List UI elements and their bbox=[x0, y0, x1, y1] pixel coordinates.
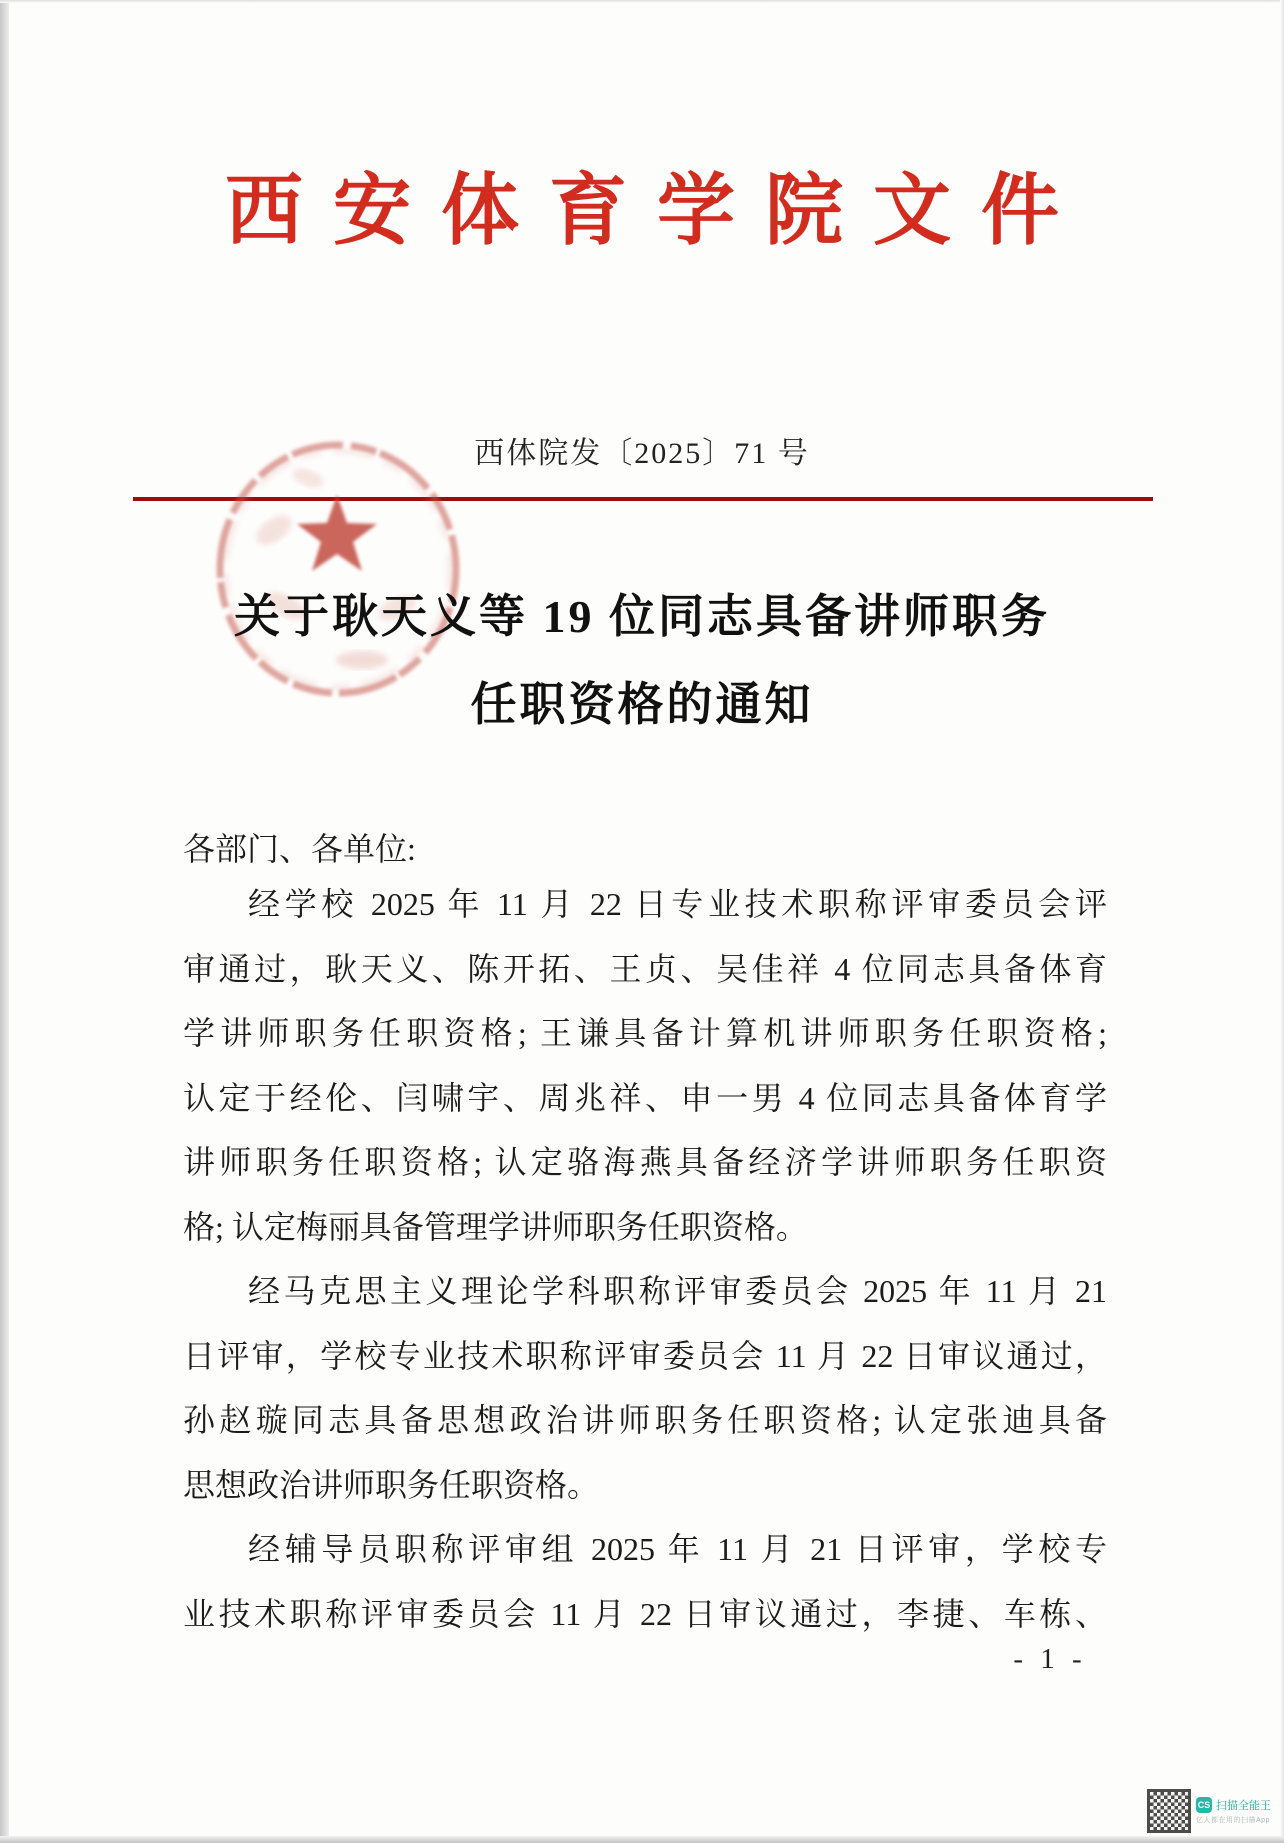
body-line: 格; 认定梅丽具备管理学讲师职务任职资格。 bbox=[183, 1208, 808, 1245]
salutation: 各部门、各单位: bbox=[183, 831, 416, 867]
page-number: - 1 - bbox=[1013, 1643, 1087, 1675]
qr-code-icon bbox=[1147, 1789, 1191, 1833]
body-line: 经辅导员职称评审组 2025 年 11 月 21 日评审，学校专 bbox=[248, 1531, 1107, 1567]
letterhead-title: 西安体育学院文件 bbox=[224, 167, 1089, 254]
scan-edge-top bbox=[0, 0, 1284, 3]
notice-title-line1: 关于耿天义等 19 位同志具备讲师职务 bbox=[234, 591, 1050, 642]
body-line: 经学校 2025 年 11 月 22 日专业技术职称评审委员会评 bbox=[248, 886, 1107, 922]
body-line: 日评审，学校专业技术职称评审委员会 11 月 22 日审议通过， bbox=[183, 1337, 1107, 1374]
camscanner-app-icon: CS bbox=[1196, 1797, 1212, 1813]
scanner-app-tagline: 亿人都在用的扫描App bbox=[1196, 1817, 1270, 1824]
body-line: 学讲师职务任职资格; 王谦具备计算机讲师职务任职资格; bbox=[183, 1015, 1107, 1051]
scanner-watermark bbox=[1147, 1789, 1271, 1833]
scan-edge-left bbox=[0, 0, 9, 1843]
body-line: 经马克思主义理论学科职称评审委员会 2025 年 11 月 21 bbox=[248, 1273, 1107, 1309]
scan-edge-bottom bbox=[0, 1836, 1284, 1843]
notice-title-line2: 任职资格的通知 bbox=[470, 679, 814, 730]
scanner-app-name: 扫描全能王 bbox=[1216, 1800, 1271, 1812]
document-number: 西体院发〔2025〕71 号 bbox=[474, 437, 810, 470]
body-line: 业技术职称评审委员会 11 月 22 日审议通过，李捷、车栋、 bbox=[183, 1595, 1107, 1632]
body-line: 孙赵璇同志具备思想政治讲师职务任职资格; 认定张迪具备 bbox=[183, 1402, 1107, 1438]
scan-edge-right bbox=[1280, 0, 1284, 1843]
official-seal-stamp-icon bbox=[212, 438, 464, 700]
notice-body bbox=[183, 872, 1107, 1646]
body-line: 认定于经伦、闫啸宇、周兆祥、申一男 4 位同志具备体育学 bbox=[183, 1079, 1107, 1116]
body-line: 审通过，耿天义、陈开拓、王贞、吴佳祥 4 位同志具备体育 bbox=[183, 950, 1107, 987]
body-line: 讲师职务任职资格; 认定骆海燕具备经济学讲师职务任职资 bbox=[183, 1144, 1107, 1180]
body-line: 思想政治讲师职务任职资格。 bbox=[183, 1466, 600, 1503]
red-divider-line bbox=[133, 497, 1153, 501]
